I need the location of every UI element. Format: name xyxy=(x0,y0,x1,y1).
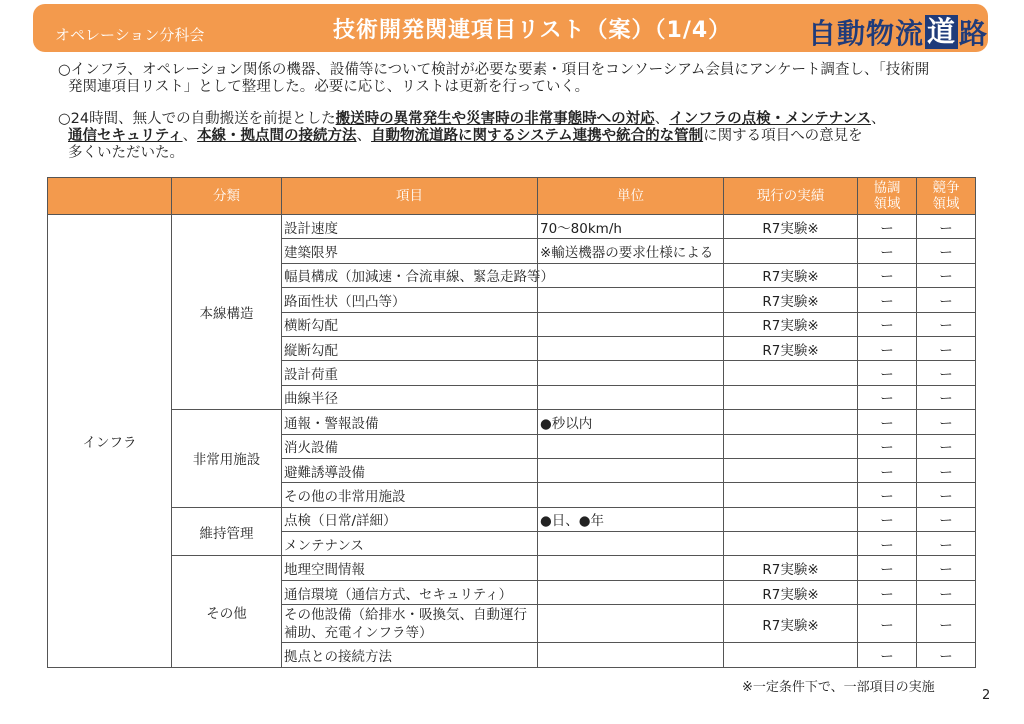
group-cell: インフラ xyxy=(48,215,172,668)
result-cell: R7実験※ xyxy=(724,336,858,360)
comp-cell: ー xyxy=(917,605,976,643)
page-number: 2 xyxy=(982,688,991,703)
header-item: 項目 xyxy=(282,178,538,215)
table-row xyxy=(48,215,976,239)
header-coop-area: 協調 領域 xyxy=(858,178,917,215)
intro-p2-text: ○24時間、無人での自動搬送を前提とした xyxy=(58,111,336,127)
coop-cell: ー xyxy=(858,556,917,580)
item-cell: 横断勾配 xyxy=(282,312,538,336)
intro-p2-text: 、 xyxy=(182,128,198,144)
header-comp-area: 競争 領域 xyxy=(917,178,976,215)
intro-p2-text: 、 xyxy=(654,111,670,127)
intro-p2-text: に関する項目への意見を xyxy=(703,128,863,144)
item-cell: 通信環境（通信方式、セキュリティ） xyxy=(282,580,538,604)
item-cell: その他設備（給排水・吸換気、自動運行補助、充電インフラ等） xyxy=(282,605,538,643)
unit-cell: ※輸送機器の要求仕様による xyxy=(538,239,724,263)
unit-cell xyxy=(538,458,724,482)
coop-cell: ー xyxy=(858,458,917,482)
category-cell: 維持管理 xyxy=(172,507,282,556)
unit-cell xyxy=(538,605,724,643)
category-cell: 非常用施設 xyxy=(172,410,282,508)
intro-p2-emphasis: インフラの点検・メンテナンス xyxy=(669,111,871,127)
result-cell xyxy=(724,434,858,458)
comp-cell: ー xyxy=(917,483,976,507)
coop-cell: ー xyxy=(858,239,917,263)
comp-cell: ー xyxy=(917,239,976,263)
unit-cell xyxy=(538,263,724,287)
table-row xyxy=(48,556,976,580)
logo-boxed-char: 道 xyxy=(927,15,957,48)
item-cell: 曲線半径 xyxy=(282,385,538,409)
coop-cell: ー xyxy=(858,507,917,531)
result-cell: R7実験※ xyxy=(724,215,858,239)
coop-cell: ー xyxy=(858,605,917,643)
coop-cell: ー xyxy=(858,288,917,312)
item-cell: 点検（日常/詳細） xyxy=(282,507,538,531)
result-cell: R7実験※ xyxy=(724,288,858,312)
unit-cell xyxy=(538,434,724,458)
result-cell xyxy=(724,483,858,507)
result-cell xyxy=(724,361,858,385)
intro-p2-text: 、 xyxy=(870,111,886,127)
category-cell: その他 xyxy=(172,556,282,667)
unit-cell: ●秒以内 xyxy=(538,410,724,434)
intro-p1-line2: 発関連項目リスト」として整理した。必要に応じ、リストは更新を行っていく。 xyxy=(68,79,590,95)
item-cell: 建築限界 xyxy=(282,239,538,263)
unit-cell xyxy=(538,643,724,667)
comp-cell: ー xyxy=(917,288,976,312)
unit-cell xyxy=(538,312,724,336)
intro-p2-text: 、 xyxy=(356,128,372,144)
intro-p2-text: 多くいただいた。 xyxy=(68,145,184,161)
header-category: 分類 xyxy=(172,178,282,215)
intro-paragraph-2 xyxy=(58,111,978,162)
comp-cell: ー xyxy=(917,361,976,385)
table-header-row xyxy=(48,178,976,215)
comp-cell: ー xyxy=(917,458,976,482)
page-title: 技術開発関連項目リスト（案）（1/4） xyxy=(333,18,732,43)
comp-cell: ー xyxy=(917,434,976,458)
item-cell: 路面性状（凹凸等） xyxy=(282,288,538,312)
comp-cell: ー xyxy=(917,336,976,360)
intro-paragraph-1 xyxy=(58,62,978,96)
item-cell: 幅員構成（加減速・合流車線、緊急走路等） xyxy=(282,263,538,287)
table-row xyxy=(48,507,976,531)
coop-cell: ー xyxy=(858,215,917,239)
item-cell: 避難誘導設備 xyxy=(282,458,538,482)
comp-cell: ー xyxy=(917,532,976,556)
coop-cell: ー xyxy=(858,361,917,385)
result-cell: R7実験※ xyxy=(724,312,858,336)
result-cell: R7実験※ xyxy=(724,580,858,604)
result-cell xyxy=(724,239,858,263)
unit-cell xyxy=(538,580,724,604)
comp-cell: ー xyxy=(917,385,976,409)
coop-cell: ー xyxy=(858,483,917,507)
footnote: ※一定条件下で、一部項目の実施 xyxy=(742,680,935,695)
result-cell xyxy=(724,532,858,556)
coop-cell: ー xyxy=(858,434,917,458)
logo-text: 自動物流 xyxy=(808,17,925,50)
comp-cell: ー xyxy=(917,215,976,239)
comp-cell: ー xyxy=(917,580,976,604)
intro-p1-line1: ○インフラ、オペレーション関係の機器、設備等について検討が必要な要素・項目をコンソーシアム会員にアンケート調査し、「技術開 xyxy=(58,62,930,78)
header-current-result: 現行の実績 xyxy=(724,178,858,215)
coop-cell: ー xyxy=(858,580,917,604)
intro-p2-emphasis: 本線・拠点間の接続方法 xyxy=(197,128,357,144)
header-unit: 単位 xyxy=(538,178,724,215)
unit-cell xyxy=(538,288,724,312)
unit-cell: 70～80km/h xyxy=(538,215,724,239)
header-group xyxy=(48,178,172,215)
logo-tail: 路 xyxy=(959,17,989,50)
item-cell: 消火設備 xyxy=(282,434,538,458)
unit-cell xyxy=(538,483,724,507)
result-cell xyxy=(724,507,858,531)
intro-p2-emphasis: 通信セキュリティ xyxy=(68,128,183,144)
unit-cell xyxy=(538,361,724,385)
item-cell: 設計速度 xyxy=(282,215,538,239)
section-label: オペレーション分科会 xyxy=(55,26,205,44)
coop-cell: ー xyxy=(858,410,917,434)
intro-p2-emphasis: 搬送時の異常発生や災害時の非常事態時への対応 xyxy=(335,111,655,127)
coop-cell: ー xyxy=(858,385,917,409)
unit-cell xyxy=(538,532,724,556)
item-cell: メンテナンス xyxy=(282,532,538,556)
result-cell: R7実験※ xyxy=(724,605,858,643)
comp-cell: ー xyxy=(917,507,976,531)
coop-cell: ー xyxy=(858,336,917,360)
result-cell: R7実験※ xyxy=(724,263,858,287)
item-cell: 設計荷重 xyxy=(282,361,538,385)
comp-cell: ー xyxy=(917,263,976,287)
tech-items-table xyxy=(47,177,976,668)
category-cell: 本線構造 xyxy=(172,215,282,410)
result-cell xyxy=(724,458,858,482)
logo xyxy=(808,13,988,51)
unit-cell xyxy=(538,336,724,360)
comp-cell: ー xyxy=(917,410,976,434)
coop-cell: ー xyxy=(858,263,917,287)
result-cell: R7実験※ xyxy=(724,556,858,580)
unit-cell xyxy=(538,385,724,409)
coop-cell: ー xyxy=(858,532,917,556)
unit-cell xyxy=(538,556,724,580)
intro-p2-emphasis: 自動物流道路に関するシステム連携や統合的な管制 xyxy=(371,128,704,144)
item-cell: その他の非常用施設 xyxy=(282,483,538,507)
table-row xyxy=(48,410,976,434)
coop-cell: ー xyxy=(858,312,917,336)
item-cell: 通報・警報設備 xyxy=(282,410,538,434)
item-cell: 縦断勾配 xyxy=(282,336,538,360)
unit-cell: ●日、●年 xyxy=(538,507,724,531)
result-cell xyxy=(724,385,858,409)
item-cell: 拠点との接続方法 xyxy=(282,643,538,667)
result-cell xyxy=(724,643,858,667)
comp-cell: ー xyxy=(917,643,976,667)
comp-cell: ー xyxy=(917,312,976,336)
result-cell xyxy=(724,410,858,434)
comp-cell: ー xyxy=(917,556,976,580)
coop-cell: ー xyxy=(858,643,917,667)
item-cell: 地理空間情報 xyxy=(282,556,538,580)
